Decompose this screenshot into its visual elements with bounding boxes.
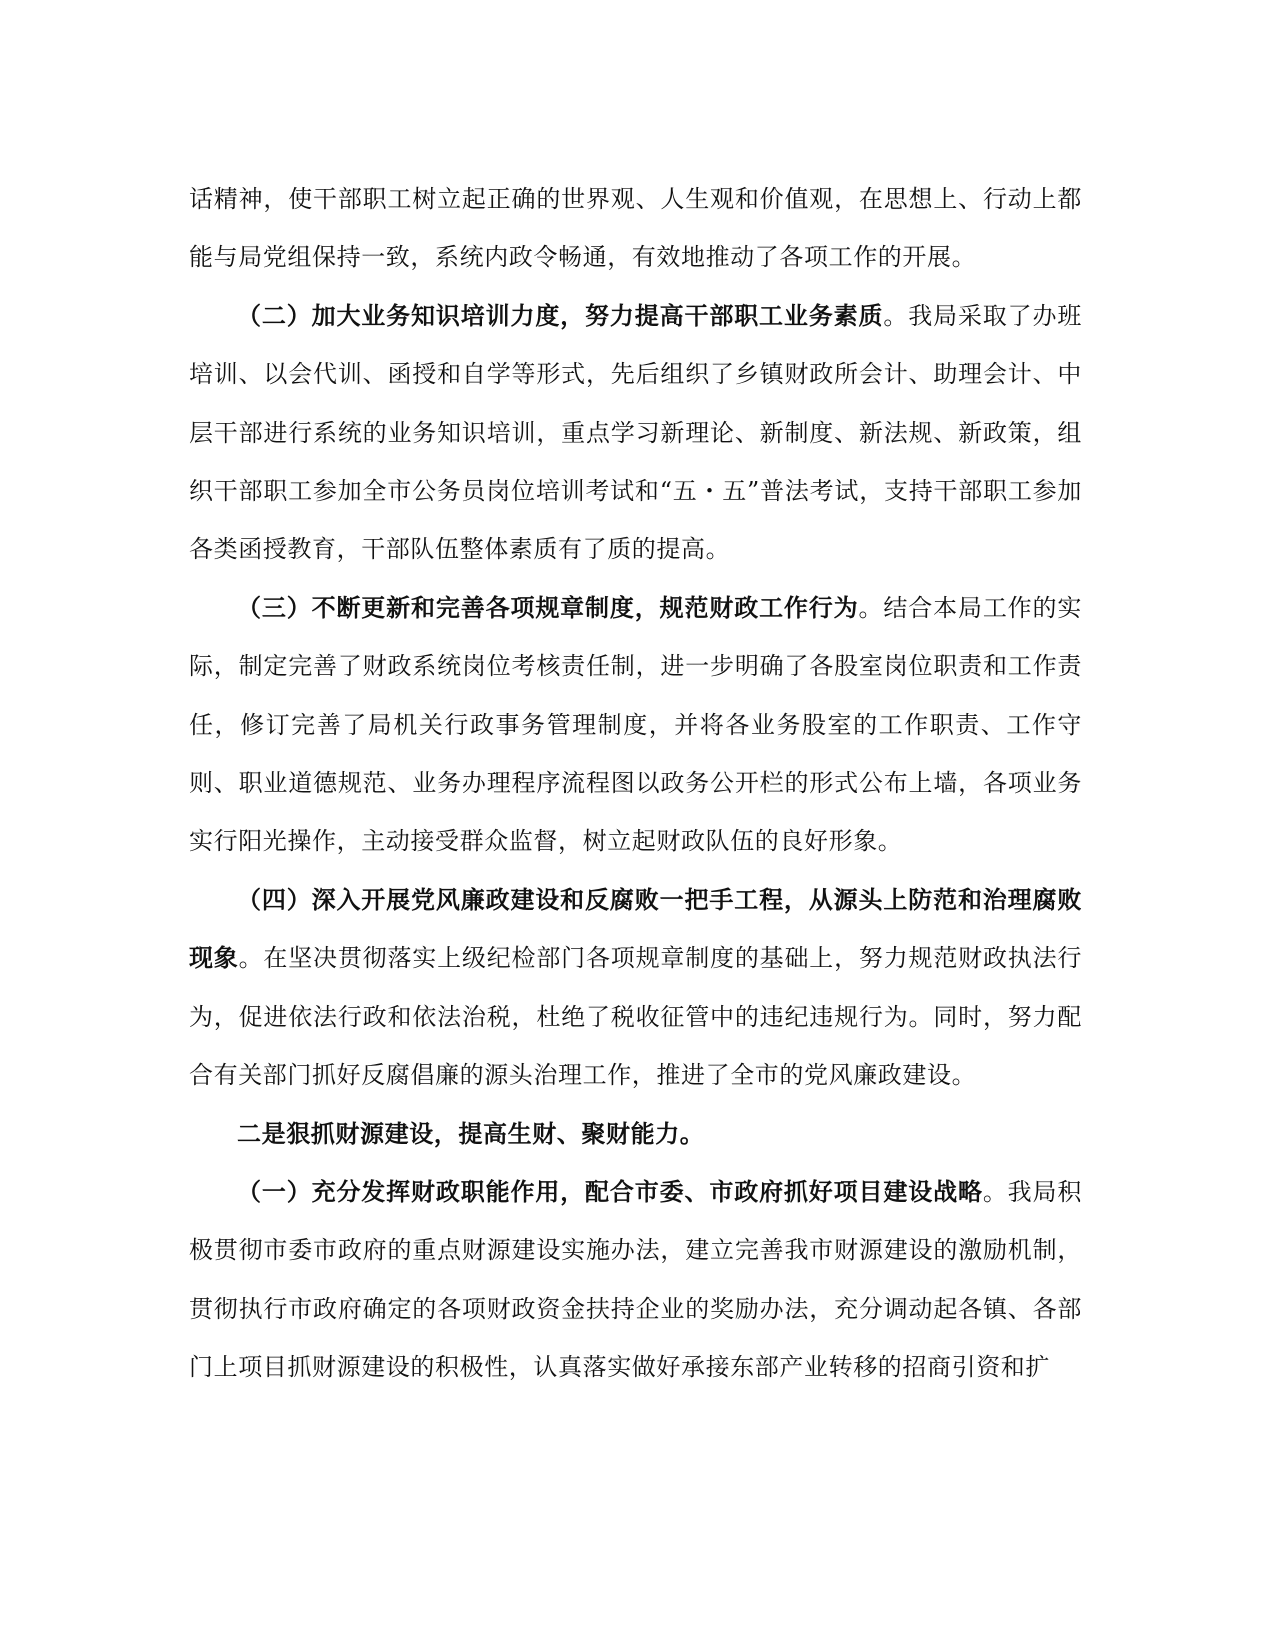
paragraph-text: 。结合本局工作的实际，制定完善了财政系统岗位考核责任制，进一步明确了各股室岗位职责和工作责任，修订完善了局机关行政事务管理制度，并将各业务股室的工作职责、工作守则、职业道德规范、业务办理程序流程图以政务公开栏的形式公布上墙，各项业务实行阳光操作，主动接受群众监督，树立起财政队伍的良好形象。 xyxy=(189,593,1082,856)
paragraph-part-two-heading xyxy=(189,1105,1082,1163)
paragraph-regulations xyxy=(189,579,1082,871)
paragraph-project-construction xyxy=(189,1163,1082,1397)
paragraph-text: 。我局采取了办班培训、以会代训、函授和自学等形式，先后组织了乡镇财政所会计、助理会计、中层干部进行系统的业务知识培训，重点学习新理论、新制度、新法规、新政策，组织干部职工参加全市公务员岗位培训考试和“五・五”普法考试，支持干部职工参加各类函授教育，干部队伍整体素质有了质的提高。 xyxy=(189,301,1082,564)
document-body xyxy=(189,170,1082,1397)
paragraph-text: 。在坚决贯彻落实上级纪检部门各项规章制度的基础上，努力规范财政执法行为，促进依法行政和依法治税，杜绝了税收征管中的违纪违规行为。同时，努力配合有关部门抓好反腐倡廉的源头治理工作，推进了全市的党风廉政建设。 xyxy=(189,944,1082,1090)
part-heading: 二是狠抓财源建设，提高生财、聚财能力。 xyxy=(237,1118,705,1148)
section-heading-4: （四）深入开展党风廉政建设和反腐败一把手工程，从源头上防范和治理腐败现象 xyxy=(189,884,1082,973)
section-heading-3: （三）不断更新和完善各项规章制度，规范财政工作行为 xyxy=(237,592,859,622)
section-heading-2: （二）加大业务知识培训力度，努力提高干部职工业务素质 xyxy=(237,300,884,330)
paragraph-training xyxy=(189,287,1082,579)
paragraph-continuation xyxy=(189,170,1082,287)
paragraph-text: 话精神，使干部职工树立起正确的世界观、人生观和价值观，在思想上、行动上都能与局党组保持一致，系统内政令畅通，有效地推动了各项工作的开展。 xyxy=(189,185,1082,272)
paragraph-text: 。我局积极贯彻市委市政府的重点财源建设实施办法，建立完善我市财源建设的激励机制，贯彻执行市政府确定的各项财政资金扶持企业的奖励办法，充分调动起各镇、各部门上项目抓财源建设的积极性，认真落实做好承接东部产业转移的招商引资和扩 xyxy=(189,1177,1082,1382)
paragraph-anticorruption xyxy=(189,871,1082,1105)
section-heading-1: （一）充分发挥财政职能作用，配合市委、市政府抓好项目建设战略 xyxy=(237,1176,983,1206)
